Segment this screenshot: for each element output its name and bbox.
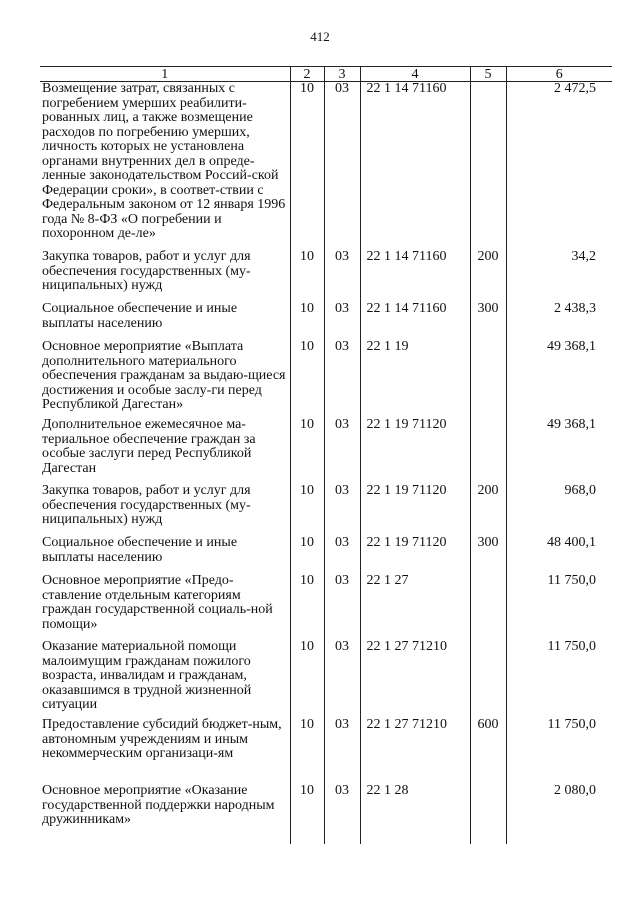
row-subsection: 03 (324, 574, 360, 640)
table-row (40, 250, 612, 302)
row-subsection: 03 (324, 484, 360, 536)
column-header-1: 1 (40, 67, 290, 82)
row-amount: 2 080,0 (506, 784, 612, 844)
row-subsection: 03 (324, 784, 360, 844)
row-section: 10 (290, 418, 324, 484)
row-name: Оказание материальной помощи малоимущим гражданам пожилого возраста, инвалидам и гражданам, оказавшимся в трудной жизненной ситуации (42, 639, 252, 712)
row-name: Закупка товаров, работ и услуг для обеспечения государственных (му-ниципальных) нужд (42, 249, 251, 293)
column-header-3: 3 (324, 67, 360, 82)
row-section: 10 (290, 340, 324, 418)
row-csr-code: 22 1 14 71160 (360, 82, 470, 251)
row-subsection: 03 (324, 302, 360, 340)
row-name: Социальное обеспечение и иные выплаты населению (42, 301, 238, 331)
row-expense-type (470, 340, 506, 418)
row-csr-code: 22 1 19 71120 (360, 418, 470, 484)
row-subsection: 03 (324, 536, 360, 574)
row-expense-type (470, 82, 506, 251)
table-row (40, 536, 612, 574)
row-amount: 34,2 (506, 250, 612, 302)
row-section: 10 (290, 82, 324, 251)
table-row (40, 302, 612, 340)
row-name: Основное мероприятие «Предо-ставление отдельным категориям граждан государственной социаль-ной помощи» (42, 573, 273, 632)
table-row (40, 340, 612, 418)
row-section: 10 (290, 640, 324, 718)
row-amount: 2 472,5 (506, 82, 612, 251)
row-section: 10 (290, 784, 324, 844)
table-row (40, 574, 612, 640)
table-row (40, 784, 612, 844)
row-csr-code: 22 1 27 71210 (360, 718, 470, 784)
row-expense-type: 300 (470, 302, 506, 340)
row-section: 10 (290, 718, 324, 784)
table-row (40, 484, 612, 536)
row-name: Дополнительное ежемесячное ма-териальное обеспечение граждан за особые заслуги перед Республикой Дагестан (42, 417, 256, 476)
row-expense-type: 300 (470, 536, 506, 574)
row-name: Основное мероприятие «Оказание государственной поддержки народным дружинникам» (42, 783, 275, 827)
page-number: 412 (310, 29, 330, 44)
row-subsection: 03 (324, 250, 360, 302)
table-row (40, 640, 612, 718)
row-csr-code: 22 1 19 71120 (360, 484, 470, 536)
row-subsection: 03 (324, 640, 360, 718)
row-expense-type: 200 (470, 250, 506, 302)
column-header-6: 6 (506, 67, 612, 82)
row-expense-type: 600 (470, 718, 506, 784)
row-csr-code: 22 1 19 71120 (360, 536, 470, 574)
row-name: Основное мероприятие «Выплата дополнительного материального обеспечения гражданам за выдаю-щиеся достижения и особые заслу-ги перед Республикой Дагестан» (42, 339, 286, 412)
row-expense-type (470, 640, 506, 718)
row-csr-code: 22 1 14 71160 (360, 302, 470, 340)
table-row (40, 82, 612, 251)
column-header-2: 2 (290, 67, 324, 82)
row-expense-type (470, 784, 506, 844)
row-subsection: 03 (324, 718, 360, 784)
row-section: 10 (290, 250, 324, 302)
row-csr-code: 22 1 28 (360, 784, 470, 844)
row-csr-code: 22 1 27 71210 (360, 640, 470, 718)
row-amount: 49 368,1 (506, 340, 612, 418)
row-subsection: 03 (324, 340, 360, 418)
row-csr-code: 22 1 19 (360, 340, 470, 418)
row-expense-type (470, 574, 506, 640)
row-amount: 11 750,0 (506, 640, 612, 718)
table-header-row (40, 67, 612, 82)
row-amount: 968,0 (506, 484, 612, 536)
row-section: 10 (290, 484, 324, 536)
column-header-4: 4 (360, 67, 470, 82)
table-row (40, 718, 612, 784)
row-csr-code: 22 1 27 (360, 574, 470, 640)
row-name: Закупка товаров, работ и услуг для обеспечения государственных (му-ниципальных) нужд (42, 483, 251, 527)
row-amount: 49 368,1 (506, 418, 612, 484)
row-expense-type: 200 (470, 484, 506, 536)
row-amount: 11 750,0 (506, 718, 612, 784)
budget-table (40, 66, 612, 844)
table-body (40, 82, 612, 845)
row-expense-type (470, 418, 506, 484)
column-header-5: 5 (470, 67, 506, 82)
row-name: Предоставление субсидий бюджет-ным, автономным учреждениям и иным некоммерческим организаци-ям (42, 717, 282, 761)
row-amount: 48 400,1 (506, 536, 612, 574)
row-section: 10 (290, 302, 324, 340)
row-amount: 2 438,3 (506, 302, 612, 340)
row-name: Возмещение затрат, связанных с погребением умерших реабилити-рованных лиц, а также возмещение расходов по погребению умерших, личность которых не установлена органами внутренних дел в опреде-ленные законодательством Россий-ской Федерации сроки», в соответ-ствии с Федеральным законом от 12 января 1996 года № 8-ФЗ «О погребении и похоронном де-ле» (42, 81, 286, 241)
row-section: 10 (290, 574, 324, 640)
table-row (40, 418, 612, 484)
row-subsection: 03 (324, 418, 360, 484)
row-csr-code: 22 1 14 71160 (360, 250, 470, 302)
row-section: 10 (290, 536, 324, 574)
row-name: Социальное обеспечение и иные выплаты населению (42, 535, 238, 565)
row-amount: 11 750,0 (506, 574, 612, 640)
row-subsection: 03 (324, 82, 360, 251)
